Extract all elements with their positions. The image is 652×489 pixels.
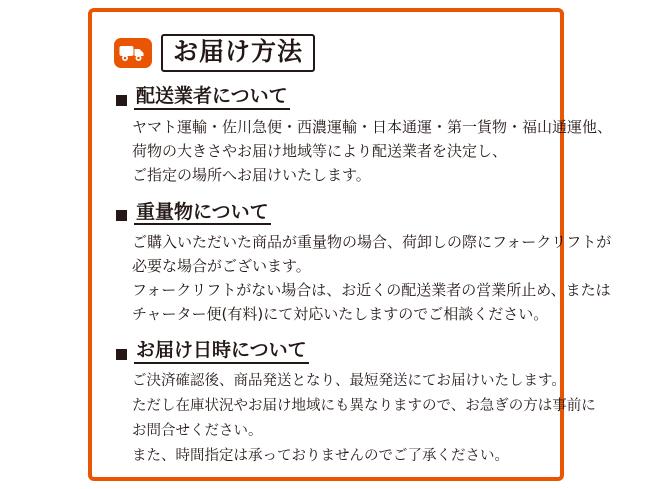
panel-title: お届け方法 xyxy=(161,34,315,72)
panel-title-row xyxy=(114,34,542,72)
body-line: ご決済確認後、商品発送となり、最短発送にてお届けいたします。 xyxy=(132,373,566,390)
section-delivery-datetime xyxy=(116,339,596,469)
section-heavy-items xyxy=(116,200,612,327)
body-line: お問合せください。 xyxy=(132,423,263,440)
body-line: ご指定の場所へお届けいたします。 xyxy=(132,166,371,185)
bullet-square-icon xyxy=(116,210,127,221)
section-body xyxy=(132,230,612,326)
body-line: チャーター便(有料)にて対応いたしますのでご相談ください。 xyxy=(132,305,549,324)
section-heading-row xyxy=(116,202,542,226)
section-heading-row xyxy=(116,86,542,110)
delivery-truck-icon xyxy=(114,38,152,68)
section-body xyxy=(132,115,613,188)
section-heading: 重量物について xyxy=(134,202,271,226)
section-shipping-carriers xyxy=(116,84,613,188)
body-line: また、時間指定は承っておりませんのでご了承ください。 xyxy=(132,448,509,465)
bullet-square-icon xyxy=(116,95,127,106)
section-body xyxy=(132,369,596,469)
body-line: フォークリフトがない場合は、お近くの配送業者の営業所止め、または xyxy=(132,281,611,300)
delivery-info-panel xyxy=(88,8,613,481)
section-heading: 配送業者について xyxy=(134,86,290,110)
body-line: ただし在庫状況やお届け地域にも異なりますので、お急ぎの方は事前に xyxy=(132,398,596,415)
bullet-square-icon xyxy=(116,349,127,360)
body-line: ご購入いただいた商品が重量物の場合、荷卸しの際にフォークリフトが xyxy=(132,233,612,252)
section-heading: お届け日時について xyxy=(134,340,309,364)
body-line: 必要な場合がございます。 xyxy=(132,257,311,276)
body-line: 荷物の大きさやお届け地域等により配送業者を決定し、 xyxy=(132,141,508,160)
section-heading-row xyxy=(116,340,542,364)
body-line: ヤマト運輸・佐川急便・西濃運輸・日本通運・第一貨物・福山通運他、 xyxy=(132,117,613,136)
